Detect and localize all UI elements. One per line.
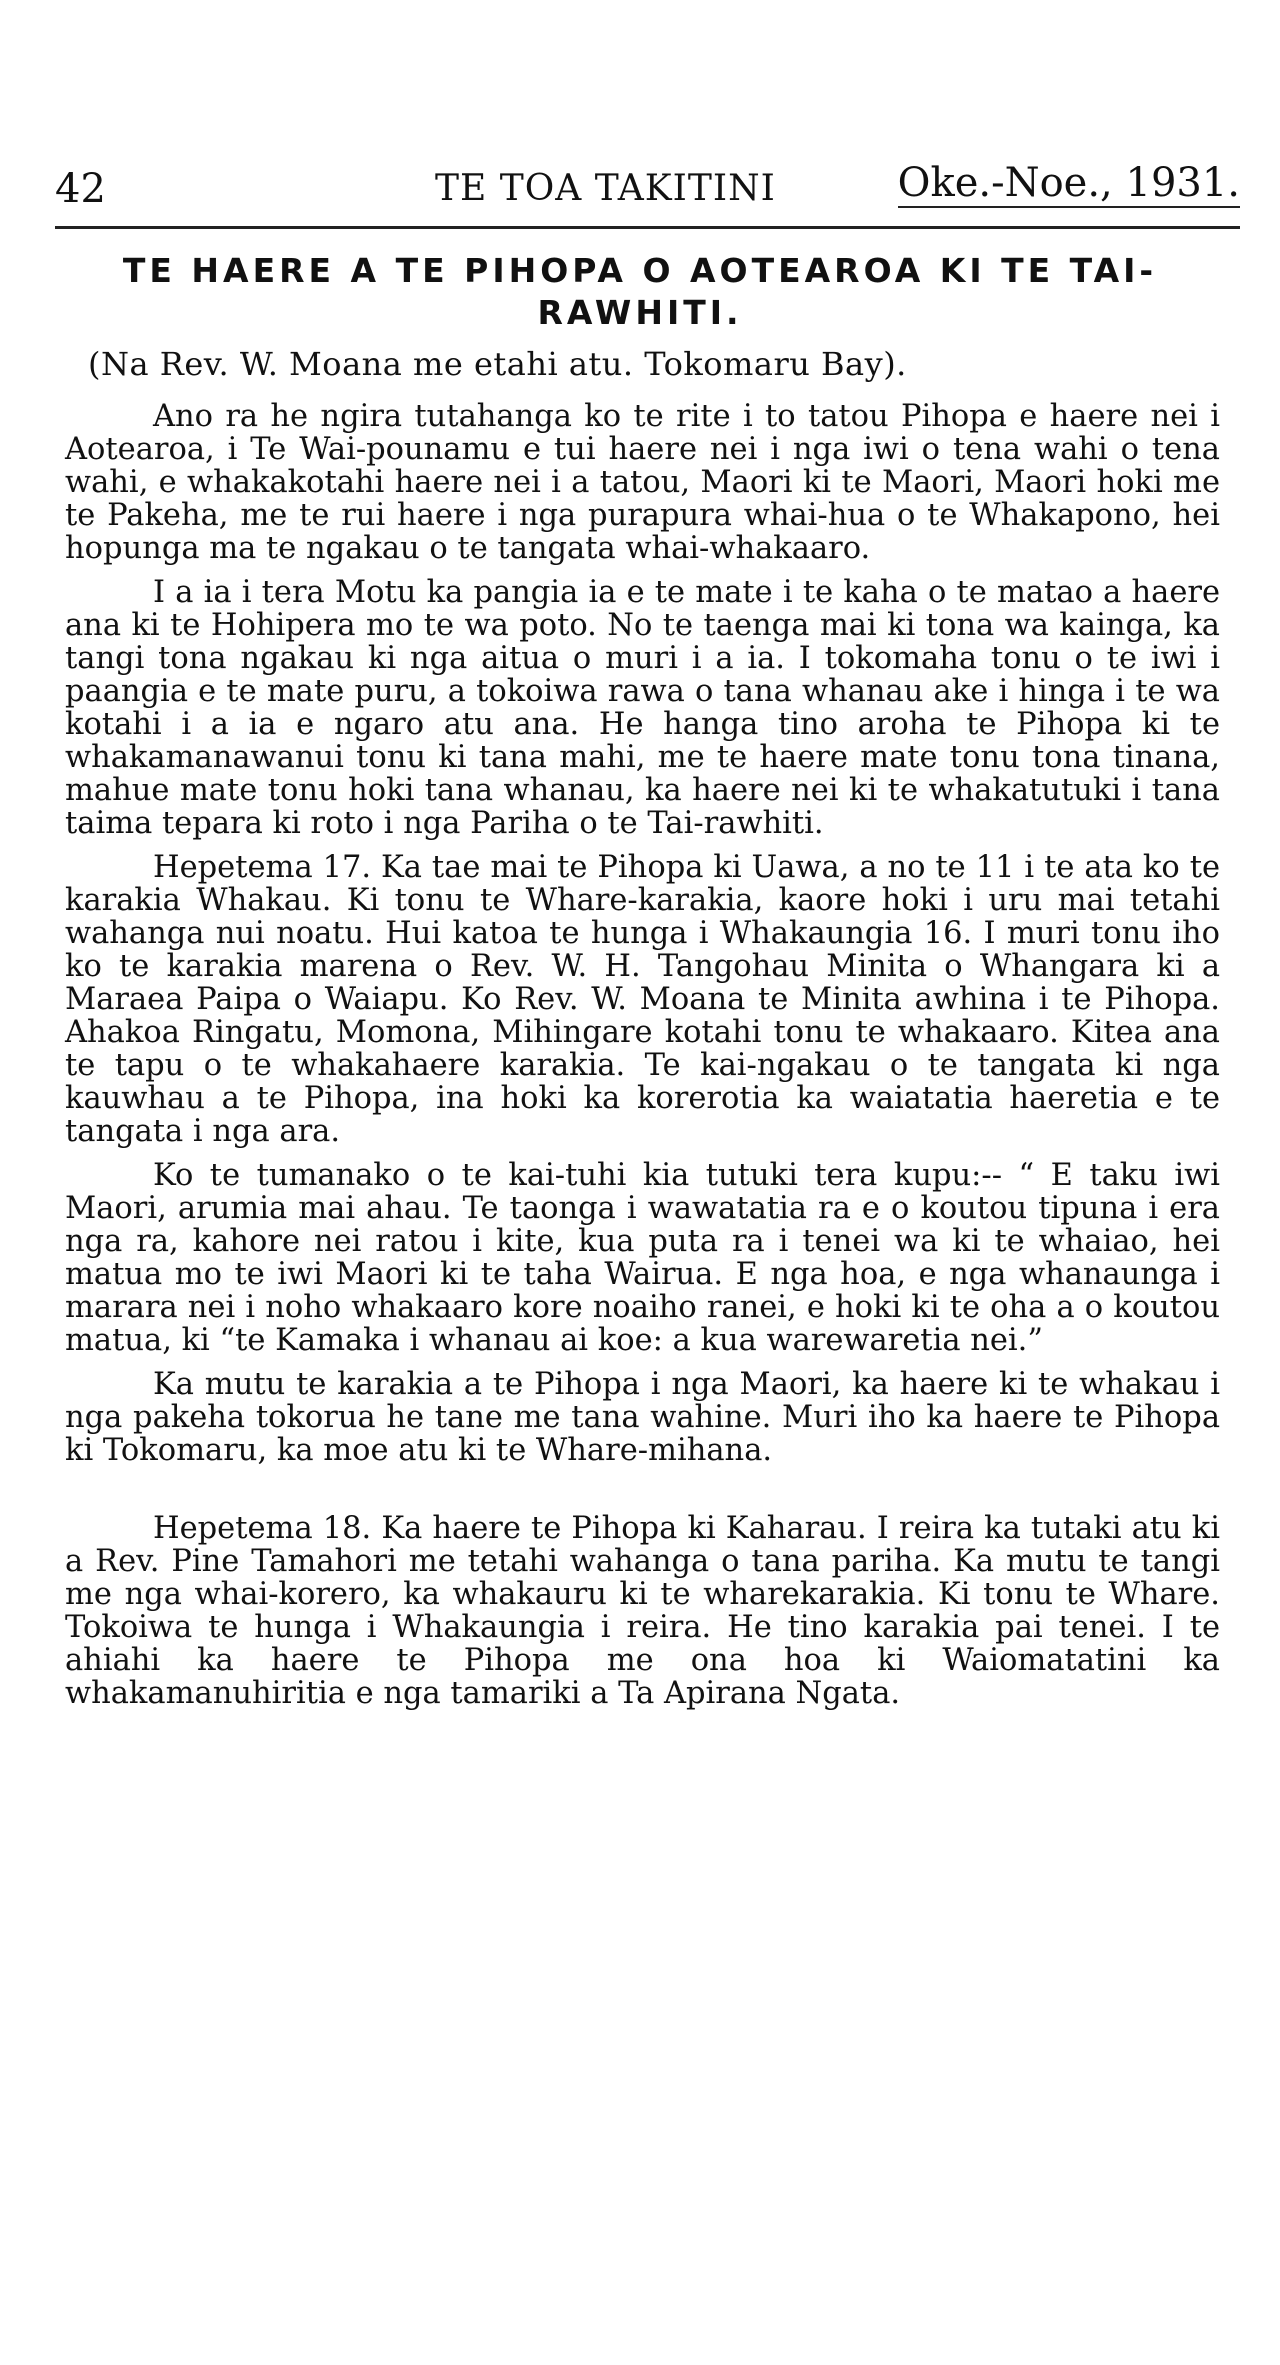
paragraph: Hepetema 18. Ka haere te Pihopa ki Kaharau. I reira ka tutaki atu ki a Rev. Pine Tamahori me tetahi wahanga o tana pariha. Ka mutu te tangi me nga whai-korero, ka whakauru ki te wharekarakia. Ki tonu te Whare. Tokoiwa te hunga i Whakaungia i reira. He tino karakia pai tenei. I te ahiahi ka haere te Pihopa me ona hoa ki Waiomatatini ka whakamanuhiritia e nga tamariki a Ta Apirana Ngata. [65, 1511, 1220, 1711]
paragraph: Ko te tumanako o te kai-tuhi kia tutuki tera kupu:-- “ E taku iwi Maori, arumia mai ahau. Te taonga i wawatatia ra e o koutou tipuna i era nga ra, kahore nei ratou i kite, kua puta ra i tenei wa ki te whaiao, hei matua mo te iwi Maori ki te taha Wairua. E nga hoa, e nga whanaunga i marara nei i noho whakaaro kore noaiho ranei, e hoki ki te oha a o koutou matua, ki “te Kamaka i whanau ai koe: a kua warewaretia nei.” [65, 1158, 1220, 1358]
running-header [55, 160, 1240, 229]
paragraph: Hepetema 17. Ka tae mai te Pihopa ki Uawa, a no te 11 i te ata ko te karakia Whakau. Ki tonu te Whare-karakia, kaore hoki i uru mai tetahi wahanga nui noatu. Hui katoa te hunga i Whakaungia 16. I muri tonu iho ko te karakia marena o Rev. W. H. Tangohau Minita o Whangara ki a Maraea Paipa o Waiapu. Ko Rev. W. Moana te Minita awhina i te Pihopa. Ahakoa Ringatu, Momona, Mihingare kotahi tonu te whakaaro. Kitea ana te tapu o te whakahaere karakia. Te kai-ngakau o te tangata ki nga kauwhau a te Pihopa, ina hoki ka korerotia ka waiatatia haeretia e te tangata i nga ara. [65, 850, 1220, 1149]
article-title: TE HAERE A TE PIHOPA O AOTEAROA KI TE TAI-RAWHITI. [122, 251, 1158, 332]
article-body [65, 400, 1220, 1710]
paragraph: Ka mutu te karakia a te Pihopa i nga Maori, ka haere ki te whakau i nga pakeha tokorua he tane me tana wahine. Muri iho ka haere te Pihopa ki Tokomaru, ka moe atu ki te Whare-mihana. [65, 1367, 1220, 1468]
journal-title: TE TOA TAKITINI [435, 168, 776, 209]
paragraph: I a ia i tera Motu ka pangia ia e te mate i te kaha o te matao a haere ana ki te Hohipera mo te wa poto. No te taenga mai ki tona wa kainga, ka tangi tona ngakau ki nga aitua o muri i a ia. I tokomaha tonu o te iwi i paangia e te mate puru, a tokoiwa rawa o tana whanau ake i hinga i te wa kotahi i a ia e ngaro atu ana. He hanga tino aroha te Pihopa ki te whakamanawanui tonu ki tana mahi, me te haere mate tonu tona tinana, mahue mate tonu hoki tana whanau, ka haere nei ki te whakatutuki i tana taima tepara ki roto i nga Pariha o te Tai-rawhiti. [65, 575, 1220, 841]
issue-date: Oke.-Noe., 1931. [897, 160, 1240, 206]
article-byline: (Na Rev. W. Moana me etahi atu. Tokomaru Bay). [88, 345, 907, 383]
paragraph: Ano ra he ngira tutahanga ko te rite i to tatou Pihopa e haere nei i Aotearoa, i Te Wai-pounamu e tui haere nei i nga iwi o tena wahi o tena wahi, e whakakotahi haere nei i a tatou, Maori ki te Maori, Maori hoki me te Pakeha, me te rui haere i nga purapura whai-hua o te Whakapono, hei hopunga ma te ngakau o te tangata whai-whakaaro. [65, 399, 1220, 566]
page-number: 42 [55, 166, 106, 212]
